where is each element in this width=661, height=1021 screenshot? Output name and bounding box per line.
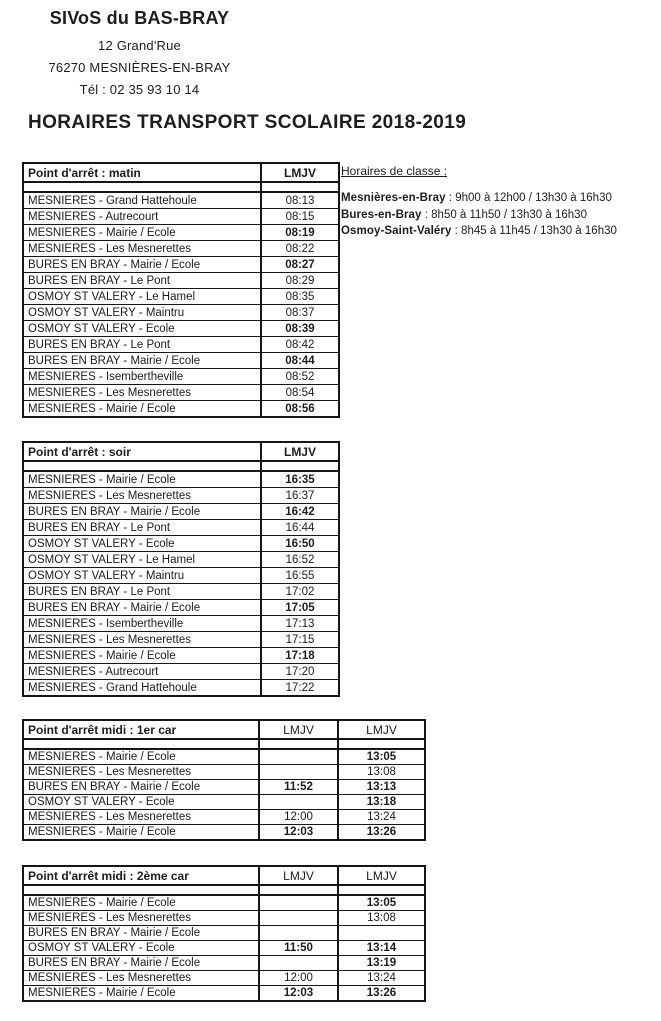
- time-cell: 08:56: [261, 401, 339, 418]
- table-row: [23, 749, 425, 765]
- column-header-lmjv: LMJV: [259, 720, 338, 739]
- stop-cell: BURES EN BRAY - Le Pont: [23, 337, 261, 353]
- time-cell: 13:24: [338, 810, 425, 825]
- org-phone: Tél : 02 35 93 10 14: [79, 82, 200, 97]
- stop-cell: BURES EN BRAY - Le Pont: [23, 273, 261, 289]
- table-row: [23, 664, 339, 680]
- table-row: [23, 257, 339, 273]
- time-cell: 08:19: [261, 225, 339, 241]
- table-row: [23, 616, 339, 632]
- stop-cell: MESNIERES - Les Mesnerettes: [23, 765, 259, 780]
- stop-cell: OSMOY ST VALERY - Ecole: [23, 795, 259, 810]
- time-cell: 08:35: [261, 289, 339, 305]
- letterhead: [32, 8, 247, 101]
- class-hours-entry: Osmoy-Saint-Valéry : 8h45 à 11h45 / 13h30 à 16h30: [341, 225, 617, 237]
- timetable-midi-1er-car-title: Point d'arrêt midi : 1er car: [23, 720, 259, 739]
- time-cell: 13:05: [338, 749, 425, 765]
- stop-cell: MESNIERES - Mairie / Ecole: [23, 825, 259, 841]
- table-row: [23, 385, 339, 401]
- time-cell: 12:03: [259, 986, 338, 1002]
- time-cell: 16:37: [261, 488, 339, 504]
- stop-cell: MESNIERES - Grand Hattehoule: [23, 680, 261, 697]
- org-address-line2: 76270 MESNIÈRES-EN-BRAY: [48, 60, 231, 75]
- time-cell: 12:00: [259, 971, 338, 986]
- time-cell: 08:44: [261, 353, 339, 369]
- timetable-midi-2eme-car-title: Point d'arrêt midi : 2ème car: [23, 866, 259, 885]
- stop-cell: BURES EN BRAY - Mairie / Ecole: [23, 353, 261, 369]
- table-row: [23, 956, 425, 971]
- time-cell: 13:14: [338, 941, 425, 956]
- time-cell: [259, 926, 338, 941]
- time-cell: 17:18: [261, 648, 339, 664]
- table-row: [23, 895, 425, 911]
- time-cell: 08:15: [261, 209, 339, 225]
- stop-cell: MESNIERES - Les Mesnerettes: [23, 632, 261, 648]
- time-cell: 16:50: [261, 536, 339, 552]
- time-cell: 08:22: [261, 241, 339, 257]
- time-cell: 16:42: [261, 504, 339, 520]
- table-row: [23, 600, 339, 616]
- stop-cell: MESNIERES - Les Mesnerettes: [23, 810, 259, 825]
- table-row: [23, 780, 425, 795]
- time-cell: 12:00: [259, 810, 338, 825]
- stop-cell: MESNIERES - Les Mesnerettes: [23, 241, 261, 257]
- table-row: [23, 337, 339, 353]
- time-cell: [259, 911, 338, 926]
- time-cell: [259, 895, 338, 911]
- stop-cell: OSMOY ST VALERY - Le Hamel: [23, 289, 261, 305]
- stop-cell: MESNIERES - Mairie / Ecole: [23, 986, 259, 1002]
- time-cell: 08:42: [261, 337, 339, 353]
- school-name: Osmoy-Saint-Valéry: [341, 225, 452, 237]
- table-row: [23, 209, 339, 225]
- time-cell: 12:03: [259, 825, 338, 841]
- time-cell: 13:26: [338, 825, 425, 841]
- time-cell: 16:55: [261, 568, 339, 584]
- table-row: [23, 504, 339, 520]
- table-row: [23, 986, 425, 1002]
- table-header-row: [23, 866, 425, 885]
- time-cell: 17:13: [261, 616, 339, 632]
- time-cell: 13:05: [338, 895, 425, 911]
- time-cell: [259, 956, 338, 971]
- time-cell: [259, 749, 338, 765]
- table-header-row: [23, 442, 339, 461]
- time-cell: [259, 765, 338, 780]
- class-hours-list: [341, 190, 661, 240]
- timetable-midi-2eme-car: [22, 865, 426, 1002]
- time-cell: 11:50: [259, 941, 338, 956]
- time-cell: 08:29: [261, 273, 339, 289]
- class-hours-note: [341, 164, 661, 240]
- time-cell: 08:52: [261, 369, 339, 385]
- separator-row: [23, 739, 425, 749]
- stop-cell: MESNIERES - Mairie / Ecole: [23, 749, 259, 765]
- table-row: [23, 926, 425, 941]
- stop-cell: MESNIERES - Isembertheville: [23, 616, 261, 632]
- table-row: [23, 632, 339, 648]
- time-cell: 08:39: [261, 321, 339, 337]
- table-row: [23, 289, 339, 305]
- column-header-lmjv: LMJV: [261, 442, 339, 461]
- stop-cell: BURES EN BRAY - Le Pont: [23, 520, 261, 536]
- stop-cell: MESNIERES - Mairie / Ecole: [23, 471, 261, 488]
- time-cell: 17:02: [261, 584, 339, 600]
- stop-cell: MESNIERES - Les Mesnerettes: [23, 385, 261, 401]
- separator-row: [23, 182, 339, 192]
- column-header-lmjv: LMJV: [259, 866, 338, 885]
- time-cell: 13:08: [338, 911, 425, 926]
- time-cell: [338, 926, 425, 941]
- time-cell: 16:52: [261, 552, 339, 568]
- table-row: [23, 225, 339, 241]
- stop-cell: MESNIERES - Les Mesnerettes: [23, 488, 261, 504]
- time-cell: 13:18: [338, 795, 425, 810]
- table-row: [23, 192, 339, 209]
- table-row: [23, 810, 425, 825]
- stop-cell: OSMOY ST VALERY - Ecole: [23, 321, 261, 337]
- stop-cell: MESNIERES - Les Mesnerettes: [23, 911, 259, 926]
- table-row: [23, 241, 339, 257]
- stop-cell: MESNIERES - Mairie / Ecole: [23, 895, 259, 911]
- stop-cell: OSMOY ST VALERY - Le Hamel: [23, 552, 261, 568]
- table-row: [23, 941, 425, 956]
- time-cell: 08:54: [261, 385, 339, 401]
- stop-cell: BURES EN BRAY - Le Pont: [23, 584, 261, 600]
- time-cell: 11:52: [259, 780, 338, 795]
- stop-cell: OSMOY ST VALERY - Ecole: [23, 536, 261, 552]
- separator-row: [23, 461, 339, 471]
- time-cell: 13:08: [338, 765, 425, 780]
- class-hours-entry: Mesnières-en-Bray : 9h00 à 12h00 / 13h30 à 16h30: [341, 192, 612, 204]
- time-cell: 17:22: [261, 680, 339, 697]
- class-hours-entry: Bures-en-Bray : 8h50 à 11h50 / 13h30 à 16h30: [341, 208, 587, 221]
- stop-cell: BURES EN BRAY - Mairie / Ecole: [23, 504, 261, 520]
- stop-cell: MESNIERES - Autrecourt: [23, 664, 261, 680]
- stop-cell: BURES EN BRAY - Mairie / Ecole: [23, 600, 261, 616]
- column-header-lmjv: LMJV: [338, 720, 425, 739]
- time-cell: 13:13: [338, 780, 425, 795]
- time-cell: 08:27: [261, 257, 339, 273]
- table-row: [23, 648, 339, 664]
- stop-cell: BURES EN BRAY - Mairie / Ecole: [23, 956, 259, 971]
- time-cell: 13:24: [338, 971, 425, 986]
- time-cell: 13:19: [338, 956, 425, 971]
- time-cell: 08:37: [261, 305, 339, 321]
- table-row: [23, 536, 339, 552]
- stop-cell: BURES EN BRAY - Mairie / Ecole: [23, 780, 259, 795]
- stop-cell: OSMOY ST VALERY - Ecole: [23, 941, 259, 956]
- table-row: [23, 680, 339, 697]
- stop-cell: MESNIERES - Isembertheville: [23, 369, 261, 385]
- time-cell: 17:05: [261, 600, 339, 616]
- table-row: [23, 552, 339, 568]
- stop-cell: MESNIERES - Mairie / Ecole: [23, 401, 261, 418]
- stop-cell: MESNIERES - Autrecourt: [23, 209, 261, 225]
- time-cell: 16:44: [261, 520, 339, 536]
- table-row: [23, 273, 339, 289]
- timetable-soir-title: Point d'arrêt : soir: [23, 442, 261, 461]
- table-row: [23, 488, 339, 504]
- org-name: SIVoS du BAS-BRAY: [49, 8, 230, 28]
- time-cell: 17:20: [261, 664, 339, 680]
- timetable-midi-1er-car: [22, 719, 426, 841]
- time-cell: 17:15: [261, 632, 339, 648]
- time-cell: 08:13: [261, 192, 339, 209]
- table-row: [23, 369, 339, 385]
- table-row: [23, 568, 339, 584]
- timetable-matin: [22, 162, 340, 418]
- table-row: [23, 971, 425, 986]
- time-cell: 16:35: [261, 471, 339, 488]
- stop-cell: MESNIERES - Mairie / Ecole: [23, 225, 261, 241]
- stop-cell: BURES EN BRAY - Mairie / Ecole: [23, 926, 259, 941]
- org-address-line1: 12 Grand'Rue: [98, 38, 181, 53]
- school-name: Bures-en-Bray: [341, 208, 422, 221]
- stop-cell: MESNIERES - Les Mesnerettes: [23, 971, 259, 986]
- table-row: [23, 401, 339, 418]
- school-name: Mesnières-en-Bray: [341, 192, 446, 204]
- table-row: [23, 584, 339, 600]
- table-row: [23, 765, 425, 780]
- table-header-row: [23, 720, 425, 739]
- timetable-matin-title: Point d'arrêt : matin: [23, 163, 261, 182]
- time-cell: 13:26: [338, 986, 425, 1002]
- stop-cell: OSMOY ST VALERY - Maintru: [23, 568, 261, 584]
- table-row: [23, 305, 339, 321]
- column-header-lmjv: LMJV: [261, 163, 339, 182]
- table-row: [23, 825, 425, 841]
- class-hours-heading: Horaires de classe :: [341, 164, 448, 178]
- table-row: [23, 471, 339, 488]
- column-header-lmjv: LMJV: [338, 866, 425, 885]
- separator-row: [23, 885, 425, 895]
- time-cell: [259, 795, 338, 810]
- table-row: [23, 795, 425, 810]
- stop-cell: MESNIERES - Grand Hattehoule: [23, 192, 261, 209]
- stop-cell: OSMOY ST VALERY - Maintru: [23, 305, 261, 321]
- table-row: [23, 911, 425, 926]
- page-title: HORAIRES TRANSPORT SCOLAIRE 2018-2019: [28, 112, 467, 133]
- timetable-soir: [22, 441, 340, 697]
- table-header-row: [23, 163, 339, 182]
- table-row: [23, 353, 339, 369]
- stop-cell: MESNIERES - Mairie / Ecole: [23, 648, 261, 664]
- stop-cell: BURES EN BRAY - Mairie / Ecole: [23, 257, 261, 273]
- table-row: [23, 520, 339, 536]
- table-row: [23, 321, 339, 337]
